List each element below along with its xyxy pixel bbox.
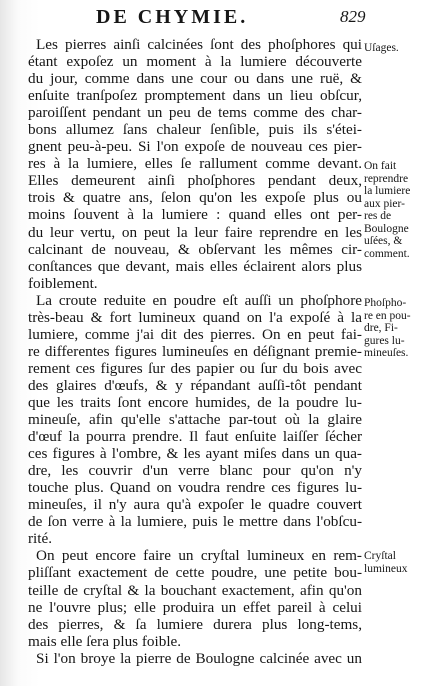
- margin-note-line: dre, Fi-: [364, 322, 398, 334]
- text-line: de ſon verre à la lumiere, puis le mettre dans l'obſcu-: [28, 513, 362, 531]
- text-line: enſuite tranſpoſez promptement dans un lieu obſcur,: [28, 87, 362, 105]
- margin-note-line: la lumiere: [364, 185, 411, 197]
- paragraph: [28, 547, 362, 649]
- text-line: moins ſouvent à la lumiere : quand elles ont per-: [28, 206, 362, 224]
- paragraph: [28, 292, 362, 548]
- text-line: paroiſſent pendant un peu de tems comme des char-: [28, 104, 362, 122]
- text-line: La croute reduite en poudre eſt auſſi un phoſphore: [36, 291, 362, 309]
- margin-note-line: Cryſtal: [364, 550, 396, 562]
- text-line: mineuſes, il n'y aura qu'à expoſer le quadre couvert: [28, 496, 362, 514]
- text-line: teille de cryſtal & la bouchant exactement, afin qu'on: [28, 581, 362, 599]
- margin-note-line: gures lu-: [364, 334, 405, 347]
- margin-note-line: Boulogne: [364, 222, 409, 235]
- text-line: rement ces figures ſur des papier ou ſur du bois avec: [28, 359, 362, 377]
- running-title: DE CHYMIE.: [96, 6, 249, 28]
- paragraph: [28, 36, 362, 292]
- margin-note-phosphore-poudre: [364, 297, 430, 360]
- text-line: très-beau & fort lumineux quand on l'a expoſé à la: [28, 308, 362, 326]
- margin-note-line: lumineux: [364, 562, 408, 575]
- text-line: Elles demeurent ainſi phoſphores pendant deux,: [28, 172, 362, 190]
- text-line: étant expoſez un moment à la lumiere découverte: [28, 53, 362, 71]
- margin-note-line: On fait: [364, 160, 397, 172]
- margin-note-line: Uſages.: [364, 42, 399, 54]
- text-line: mais elle ſera plus foible.: [28, 632, 182, 650]
- text-line: pliſſant exactement de cette poudre, une petite bou-: [28, 564, 362, 582]
- text-line: rité.: [28, 530, 53, 548]
- text-line: lumiere, comme j'ai dit des pierres. On en peut fai-: [28, 325, 362, 343]
- text-line: res à la lumiere, elles ſe rallument comme devant.: [28, 155, 362, 173]
- text-line: que les traits ſont encore humides, de la poudre lu-: [28, 393, 362, 411]
- text-line: foiblement.: [28, 274, 98, 292]
- text-line: des pierres, & ſa lumiere durera plus long-tems,: [28, 615, 362, 633]
- text-line: du leur vertu, on peut la leur faire reprendre en les: [28, 223, 362, 241]
- margin-note-line: uſées, &: [364, 235, 403, 247]
- margin-note-line: Phoſpho-: [364, 297, 407, 309]
- text-line: re differentes figures lumineuſes en déſignant premie-: [28, 342, 362, 360]
- text-line: gnent peu-à-peu. Si l'on expoſe de nouveau ces pier-: [28, 138, 362, 156]
- margin-note-line: re en pou-: [364, 309, 411, 322]
- margin-note-reprendre-lumiere: [364, 160, 430, 260]
- text-line: On peut encore faire un cryſtal lumineux en rem-: [36, 547, 362, 565]
- text-line: mineuſe, afin qu'elle s'attache par-tout où la glaire: [28, 411, 362, 429]
- margin-note-line: reprendre: [364, 172, 409, 185]
- margin-note-usages: [364, 42, 430, 55]
- margin-note-line: aux pier-: [364, 197, 405, 210]
- text-line: conſtances que devant, mais elles éclairent alors plus: [28, 257, 362, 275]
- text-line: calcinant de nouveau, & obſervant les mêmes cir-: [28, 240, 362, 258]
- text-line: dre, les couvrir d'un verre blanc pour qu'on n'y: [28, 462, 362, 480]
- text-line: Les pierres ainſi calcinées ſont des phoſphores qui: [36, 36, 362, 53]
- margin-note-line: comment.: [364, 247, 410, 260]
- text-line: d'œuf la pourra prendre. Il faut enſuite laiſſer ſécher: [28, 428, 362, 446]
- text-line: du jour, comme dans une cour ou dans une ruë, &: [28, 70, 362, 88]
- margin-note-crystal-lumineux: [364, 550, 430, 575]
- main-text: [28, 36, 362, 667]
- text-line: des glaires d'œufs, & y répandant auſſi-tôt pendant: [28, 376, 362, 394]
- paragraph: [28, 650, 362, 667]
- text-line: ne l'ouvre plus; elle produira un effet pareil à celui: [28, 598, 362, 616]
- margin-note-line: res de: [364, 210, 392, 222]
- margin-note-line: mineuſes.: [364, 347, 409, 359]
- text-line: ces figures à l'ombre, & les ayant miſes dans un qua-: [28, 445, 362, 463]
- text-line: Si l'on broye la pierre de Boulogne calcinée avec un: [36, 649, 362, 667]
- text-line: trois & quatre ans, ſelon qu'on les expoſe plus ou: [28, 189, 362, 207]
- text-line: bons allumez ſans chaleur ſenſible, puis ils s'étei-: [28, 121, 362, 139]
- page-number: 829: [340, 7, 366, 26]
- running-header: [0, 6, 430, 32]
- text-line: touche plus. Quand on voudra rendre ces figures lu-: [28, 479, 362, 497]
